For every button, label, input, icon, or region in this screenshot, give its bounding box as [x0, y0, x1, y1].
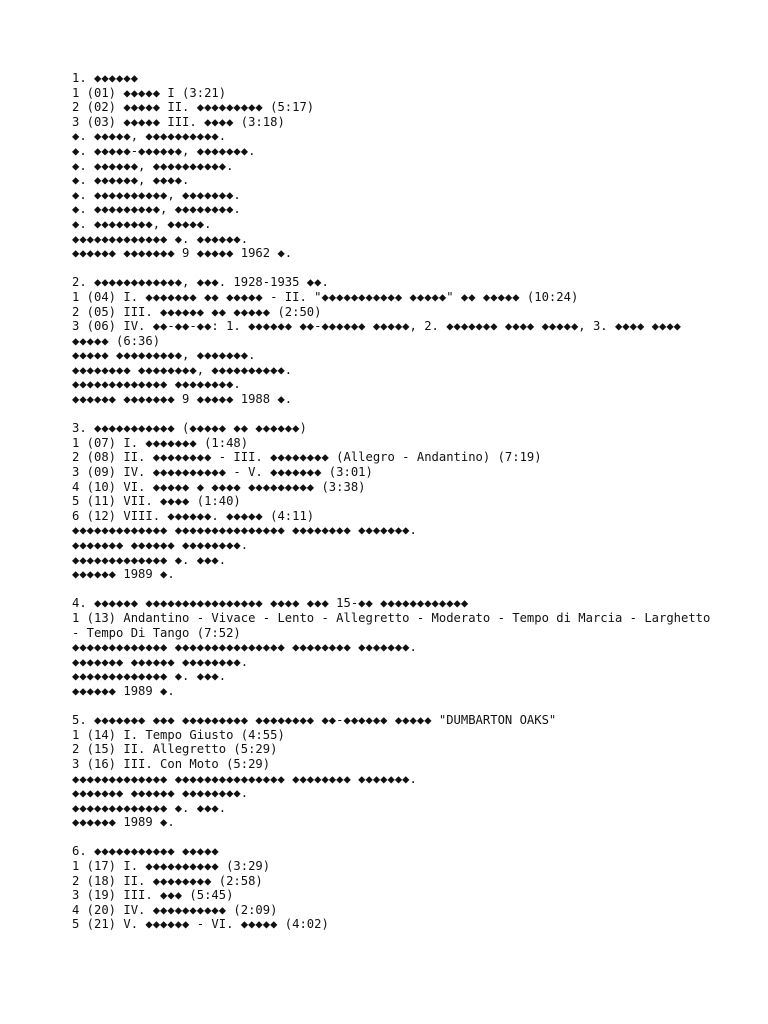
- text-line: 3 (03) ◆◆◆◆◆ III. ◆◆◆◆ (3:18): [72, 114, 285, 129]
- text-line: 2 (18) II. ◆◆◆◆◆◆◆◆ (2:58): [72, 873, 263, 888]
- section-heading: 5. ◆◆◆◆◆◆◆ ◆◆◆ ◆◆◆◆◆◆◆◆◆ ◆◆◆◆◆◆◆◆ ◆◆-◆◆◆◆◆◆ ◆◆◆◆◆ "DUMBARTON OAKS": [72, 713, 557, 728]
- text-line: 3 (16) III. Con Moto (5:29): [72, 756, 271, 771]
- track-listing-section: [72, 421, 712, 582]
- text-line: 1 (04) I. ◆◆◆◆◆◆◆ ◆◆ ◆◆◆◆◆ - II. "◆◆◆◆◆◆◆◆◆◆◆ ◆◆◆◆◆" ◆◆ ◆◆◆◆◆ (10:24): [72, 289, 579, 304]
- text-line: 1 (14) I. Tempo Giusto (4:55): [72, 727, 285, 742]
- text-line: 2 (08) II. ◆◆◆◆◆◆◆◆ - III. ◆◆◆◆◆◆◆◆ (Allegro - Andantino) (7:19): [72, 450, 542, 465]
- track-listing-section: [72, 713, 712, 830]
- text-line: 3 (09) IV. ◆◆◆◆◆◆◆◆◆◆ - V. ◆◆◆◆◆◆◆ (3:01): [72, 465, 373, 480]
- text-line: ◆. ◆◆◆◆◆◆◆◆◆◆, ◆◆◆◆◆◆◆.: [72, 187, 241, 202]
- text-line: ◆◆◆◆◆◆◆ ◆◆◆◆◆◆ ◆◆◆◆◆◆◆◆.: [72, 786, 249, 801]
- text-line: 1 (17) I. ◆◆◆◆◆◆◆◆◆◆ (3:29): [72, 859, 271, 874]
- text-line: ◆◆◆◆◆◆◆◆ ◆◆◆◆◆◆◆◆, ◆◆◆◆◆◆◆◆◆◆.: [72, 362, 293, 377]
- text-line: ◆◆◆◆◆ ◆◆◆◆◆◆◆◆◆, ◆◆◆◆◆◆◆.: [72, 348, 256, 363]
- text-line: ◆◆◆◆◆◆◆◆◆◆◆◆◆ ◆. ◆◆◆◆◆◆.: [72, 231, 249, 246]
- text-line: ◆◆◆◆◆◆ ◆◆◆◆◆◆◆ 9 ◆◆◆◆◆ 1988 ◆.: [72, 392, 293, 407]
- text-line: 2 (05) III. ◆◆◆◆◆◆ ◆◆ ◆◆◆◆◆ (2:50): [72, 304, 322, 319]
- track-listing-section: [72, 275, 712, 406]
- text-line: ◆◆◆◆◆◆ 1989 ◆.: [72, 815, 175, 830]
- text-line: 1 (01) ◆◆◆◆◆ I (3:21): [72, 85, 227, 100]
- text-line: 5 (11) VII. ◆◆◆◆ (1:40): [72, 494, 241, 509]
- text-line: ◆◆◆◆◆◆◆ ◆◆◆◆◆◆ ◆◆◆◆◆◆◆◆.: [72, 654, 249, 669]
- text-line: ◆. ◆◆◆◆◆◆, ◆◆◆◆◆◆◆◆◆◆.: [72, 158, 234, 173]
- text-line: 5 (21) V. ◆◆◆◆◆◆ - VI. ◆◆◆◆◆ (4:02): [72, 917, 329, 932]
- text-line: 3 (19) III. ◆◆◆ (5:45): [72, 888, 234, 903]
- text-line: ◆◆◆◆◆◆◆◆◆◆◆◆◆ ◆. ◆◆◆.: [72, 552, 227, 567]
- document-page: [72, 71, 718, 932]
- track-listing-section: [72, 596, 718, 698]
- text-line: ◆◆◆◆◆◆ 1989 ◆.: [72, 683, 175, 698]
- section-heading: 6. ◆◆◆◆◆◆◆◆◆◆◆ ◆◆◆◆◆: [72, 844, 219, 859]
- text-line: ◆. ◆◆◆◆◆-◆◆◆◆◆◆, ◆◆◆◆◆◆◆.: [72, 143, 256, 158]
- text-line: ◆. ◆◆◆◆◆◆, ◆◆◆◆.: [72, 173, 190, 188]
- text-line: 1 (07) I. ◆◆◆◆◆◆◆ (1:48): [72, 435, 249, 450]
- track-listing-section: [72, 71, 712, 261]
- section-spacer: [72, 261, 712, 276]
- section-spacer: [72, 407, 712, 422]
- text-line: ◆. ◆◆◆◆◆, ◆◆◆◆◆◆◆◆◆◆.: [72, 129, 227, 144]
- text-line: 1 (13) Andantino - Vivace - Lento - Allegretto - Moderato - Tempo di Marcia - Larghetto - Tempo Di Tango (7:52): [72, 610, 718, 640]
- text-line: ◆◆◆◆◆◆◆◆◆◆◆◆◆ ◆. ◆◆◆.: [72, 800, 227, 815]
- section-heading: 1. ◆◆◆◆◆◆: [72, 71, 139, 85]
- section-heading: 2. ◆◆◆◆◆◆◆◆◆◆◆◆, ◆◆◆. 1928-1935 ◆◆.: [72, 275, 329, 290]
- text-line: ◆. ◆◆◆◆◆◆◆◆, ◆◆◆◆◆.: [72, 216, 212, 231]
- text-line: ◆◆◆◆◆◆ ◆◆◆◆◆◆◆ 9 ◆◆◆◆◆ 1962 ◆.: [72, 246, 293, 261]
- section-spacer: [72, 830, 712, 845]
- text-line: 2 (02) ◆◆◆◆◆ II. ◆◆◆◆◆◆◆◆◆ (5:17): [72, 100, 315, 115]
- text-line: ◆◆◆◆◆◆ 1989 ◆.: [72, 567, 175, 582]
- text-line: ◆◆◆◆◆◆◆ ◆◆◆◆◆◆ ◆◆◆◆◆◆◆◆.: [72, 538, 249, 552]
- text-line: 6 (12) VIII. ◆◆◆◆◆◆. ◆◆◆◆◆ (4:11): [72, 508, 315, 523]
- text-line: ◆◆◆◆◆◆◆◆◆◆◆◆◆ ◆. ◆◆◆.: [72, 669, 227, 684]
- text-line: 4 (10) VI. ◆◆◆◆◆ ◆ ◆◆◆◆ ◆◆◆◆◆◆◆◆◆ (3:38): [72, 479, 366, 494]
- text-line: ◆◆◆◆◆◆◆◆◆◆◆◆◆ ◆◆◆◆◆◆◆◆◆◆◆◆◆◆◆ ◆◆◆◆◆◆◆◆ ◆◆◆◆◆◆◆.: [72, 771, 417, 786]
- text-line: ◆◆◆◆◆◆◆◆◆◆◆◆◆ ◆◆◆◆◆◆◆◆.: [72, 377, 241, 392]
- text-line: ◆◆◆◆◆◆◆◆◆◆◆◆◆ ◆◆◆◆◆◆◆◆◆◆◆◆◆◆◆ ◆◆◆◆◆◆◆◆ ◆◆◆◆◆◆◆.: [72, 523, 417, 538]
- section-spacer: [72, 582, 712, 597]
- text-line: 2 (15) II. Allegretto (5:29): [72, 742, 278, 757]
- text-line: ◆. ◆◆◆◆◆◆◆◆◆, ◆◆◆◆◆◆◆◆.: [72, 202, 241, 217]
- section-heading: 3. ◆◆◆◆◆◆◆◆◆◆◆ (◆◆◆◆◆ ◆◆ ◆◆◆◆◆◆): [72, 421, 307, 436]
- section-heading: 4. ◆◆◆◆◆◆ ◆◆◆◆◆◆◆◆◆◆◆◆◆◆◆◆ ◆◆◆◆ ◆◆◆ 15-◆◆ ◆◆◆◆◆◆◆◆◆◆◆◆: [72, 596, 469, 611]
- section-spacer: [72, 699, 712, 714]
- text-line: 3 (06) IV. ◆◆-◆◆-◆◆: 1. ◆◆◆◆◆◆ ◆◆-◆◆◆◆◆◆ ◆◆◆◆◆, 2. ◆◆◆◆◆◆◆ ◆◆◆◆ ◆◆◆◆◆, 3. ◆◆◆◆ ◆◆◆◆ ◆◆◆◆◆ (6:36): [72, 319, 689, 348]
- track-listing-section: [72, 844, 712, 932]
- text-line: 4 (20) IV. ◆◆◆◆◆◆◆◆◆◆ (2:09): [72, 902, 278, 917]
- text-line: ◆◆◆◆◆◆◆◆◆◆◆◆◆ ◆◆◆◆◆◆◆◆◆◆◆◆◆◆◆ ◆◆◆◆◆◆◆◆ ◆◆◆◆◆◆◆.: [72, 640, 417, 655]
